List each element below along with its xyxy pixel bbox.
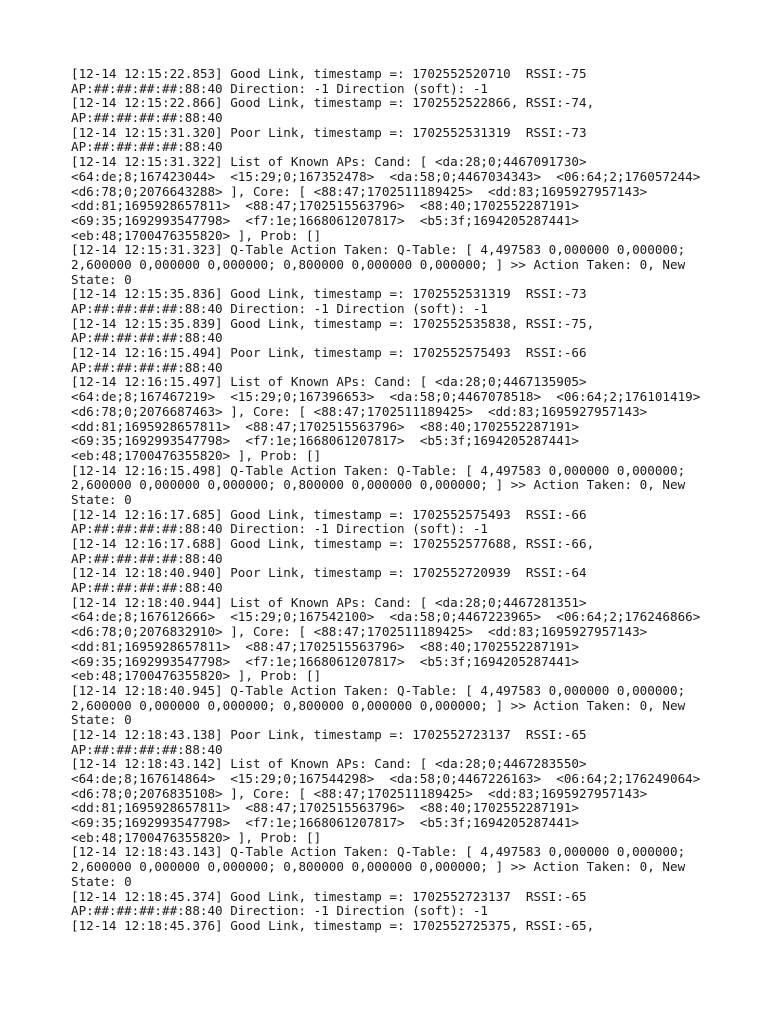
log-line: <69:35;1692993547798> <f7:1e;1668061207817> <b5:3f;1694205287441>: [71, 434, 579, 449]
log-line: 2,600000 0,000000 0,000000; 0,800000 0,000000 0,000000; ] >> Action Taken: 0, New: [71, 698, 686, 713]
log-line: State: 0: [71, 874, 132, 889]
log-line: <69:35;1692993547798> <f7:1e;1668061207817> <b5:3f;1694205287441>: [71, 654, 579, 669]
log-line: <dd:81;1695928657811> <88:47;1702515563796> <88:40;1702552287191>: [71, 639, 579, 654]
log-line: AP:##:##:##:##:88:40: [71, 581, 223, 596]
log-line: [12-14 12:15:31.323] Q-Table Action Taken: Q-Table: [ 4,497583 0,000000 0,000000;: [71, 243, 686, 258]
log-line: <64:de;8;167614864> <15:29;0;167544298> <da:58;0;4467226163> <06:64;2;176249064>: [71, 772, 701, 786]
log-line: AP:##:##:##:##:88:40: [71, 331, 223, 346]
log-line: <eb:48;1700476355820> ], Prob: []: [71, 228, 322, 243]
log-line: State: 0: [71, 713, 132, 728]
log-line: State: 0: [71, 492, 132, 507]
log-line: [12-14 12:18:45.376] Good Link, timestamp =: 1702552725375, RSSI:-65,: [71, 918, 595, 933]
log-line: <d6:78;0;2076832910> ], Core: [ <88:47;1702511189425> <dd:83;1695927957143>: [71, 625, 648, 640]
log-line: <d6:78;0;2076687463> ], Core: [ <88:47;1702511189425> <dd:83;1695927957143>: [71, 404, 648, 419]
log-line: [12-14 12:18:45.374] Good Link, timestamp =: 1702552723137 RSSI:-65: [71, 889, 587, 904]
log-line: AP:##:##:##:##:88:40 Direction: -1 Direction (soft): -1: [71, 81, 489, 96]
log-line: [12-14 12:15:22.866] Good Link, timestamp =: 1702552522866, RSSI:-74,: [71, 96, 595, 111]
log-line: <d6:78;0;2076835108> ], Core: [ <88:47;1702511189425> <dd:83;1695927957143>: [71, 786, 648, 801]
log-line: [12-14 12:16:17.685] Good Link, timestamp =: 1702552575493 RSSI:-66: [71, 507, 587, 522]
log-line: [12-14 12:16:15.494] Poor Link, timestamp =: 1702552575493 RSSI:-66: [71, 346, 587, 361]
log-line: [12-14 12:15:35.836] Good Link, timestamp =: 1702552531319 RSSI:-73: [71, 287, 587, 302]
log-line: AP:##:##:##:##:88:40 Direction: -1 Direction (soft): -1: [71, 904, 489, 919]
log-line: [12-14 12:15:22.853] Good Link, timestamp =: 1702552520710 RSSI:-75: [71, 67, 587, 81]
log-line: <64:de;8;167423044> <15:29;0;167352478> <da:58;0;4467034343> <06:64;2;176057244>: [71, 169, 701, 184]
log-line: <d6:78;0;2076643288> ], Core: [ <88:47;1702511189425> <dd:83;1695927957143>: [71, 184, 648, 199]
log-line: [12-14 12:15:31.322] List of Known APs: Cand: [ <da:28;0;4467091730>: [71, 155, 587, 170]
log-line: State: 0: [71, 272, 132, 287]
log-line: [12-14 12:18:43.143] Q-Table Action Taken: Q-Table: [ 4,497583 0,000000 0,000000;: [71, 845, 686, 860]
log-line: <69:35;1692993547798> <f7:1e;1668061207817> <b5:3f;1694205287441>: [71, 816, 579, 831]
log-line: [12-14 12:18:40.944] List of Known APs: Cand: [ <da:28;0;4467281351>: [71, 595, 587, 610]
log-line: <69:35;1692993547798> <f7:1e;1668061207817> <b5:3f;1694205287441>: [71, 213, 579, 228]
log-line: <eb:48;1700476355820> ], Prob: []: [71, 669, 322, 684]
log-line: <eb:48;1700476355820> ], Prob: []: [71, 448, 322, 463]
log-line: AP:##:##:##:##:88:40 Direction: -1 Direction (soft): -1: [71, 302, 489, 316]
log-line: <eb:48;1700476355820> ], Prob: []: [71, 830, 322, 845]
log-line: [12-14 12:15:35.839] Good Link, timestamp =: 1702552535838, RSSI:-75,: [71, 316, 595, 331]
log-line: [12-14 12:15:31.320] Poor Link, timestamp =: 1702552531319 RSSI:-73: [71, 125, 587, 140]
log-line: <64:de;8;167467219> <15:29;0;167396653> <da:58;0;4467078518> <06:64;2;176101419>: [71, 390, 701, 405]
log-line: [12-14 12:16:15.498] Q-Table Action Taken: Q-Table: [ 4,497583 0,000000 0,000000;: [71, 463, 686, 478]
log-line: AP:##:##:##:##:88:40: [71, 360, 223, 375]
log-line: <dd:81;1695928657811> <88:47;1702515563796> <88:40;1702552287191>: [71, 801, 579, 816]
log-line: AP:##:##:##:##:88:40: [71, 551, 223, 566]
log-line: <dd:81;1695928657811> <88:47;1702515563796> <88:40;1702552287191>: [71, 419, 579, 434]
log-line: AP:##:##:##:##:88:40: [71, 140, 223, 155]
log-text-block: [71, 67, 731, 934]
log-line: 2,600000 0,000000 0,000000; 0,800000 0,000000 0,000000; ] >> Action Taken: 0, New: [71, 257, 686, 272]
log-line: AP:##:##:##:##:88:40: [71, 111, 223, 126]
log-line: 2,600000 0,000000 0,000000; 0,800000 0,000000 0,000000; ] >> Action Taken: 0, New: [71, 860, 686, 875]
log-line: [12-14 12:18:40.940] Poor Link, timestamp =: 1702552720939 RSSI:-64: [71, 566, 587, 581]
log-line: 2,600000 0,000000 0,000000; 0,800000 0,000000 0,000000; ] >> Action Taken: 0, New: [71, 478, 686, 493]
log-line: [12-14 12:18:40.945] Q-Table Action Taken: Q-Table: [ 4,497583 0,000000 0,000000;: [71, 683, 686, 698]
log-line: [12-14 12:18:43.142] List of Known APs: Cand: [ <da:28;0;4467283550>: [71, 757, 587, 772]
log-line: <dd:81;1695928657811> <88:47;1702515563796> <88:40;1702552287191>: [71, 199, 579, 214]
log-line: AP:##:##:##:##:88:40 Direction: -1 Direction (soft): -1: [71, 522, 489, 537]
log-line: [12-14 12:16:17.688] Good Link, timestamp =: 1702552577688, RSSI:-66,: [71, 537, 595, 551]
log-line: <64:de;8;167612666> <15:29;0;167542100> <da:58;0;4467223965> <06:64;2;176246866>: [71, 610, 701, 625]
log-line: [12-14 12:18:43.138] Poor Link, timestamp =: 1702552723137 RSSI:-65: [71, 727, 587, 742]
log-line: AP:##:##:##:##:88:40: [71, 742, 223, 757]
log-line: [12-14 12:16:15.497] List of Known APs: Cand: [ <da:28;0;4467135905>: [71, 375, 587, 390]
